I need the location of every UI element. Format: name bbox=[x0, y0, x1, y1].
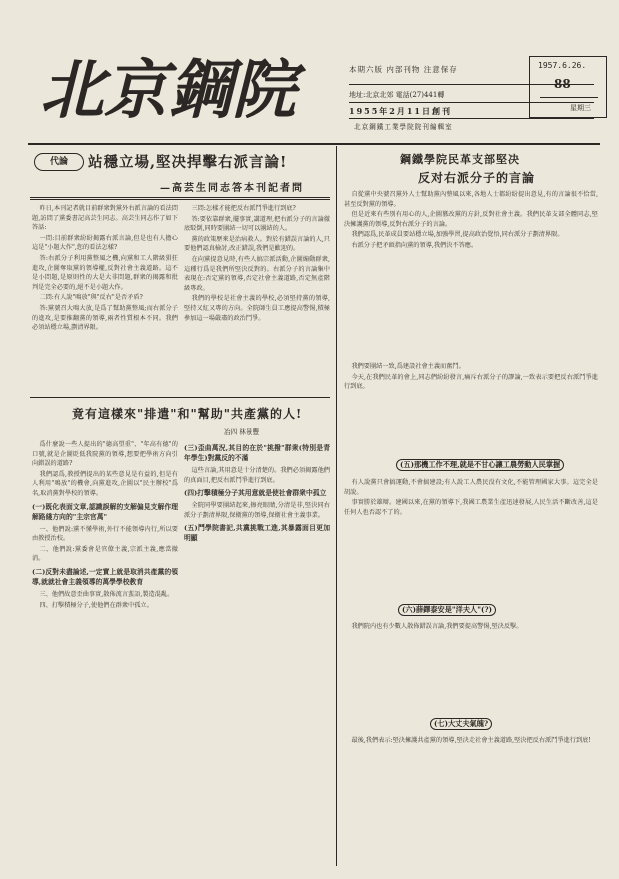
right-column-mid bbox=[344, 362, 598, 457]
issue-weekday: 星期三 bbox=[570, 104, 591, 112]
second-paragraph: 三、他們故意歪曲事實,散佈流言蜚語,製造混亂。 bbox=[39, 590, 174, 598]
second-section-heading: (五)鬥學院書記,共黨挑戰工進,其暴露面目更加明顯 bbox=[184, 524, 330, 543]
right-section-5-heading: (五)那機工作不理,就是不甘心讓工農勞動人民掌握 bbox=[396, 459, 564, 471]
second-column-1 bbox=[32, 440, 178, 865]
right-paragraph: 自從黨中央號召黨外人士幫助黨內整風以來,各地人士都紛紛提出意見,有的言論很不恰當,甚至反對黨的領導。 bbox=[344, 191, 598, 208]
second-section-heading: (一)既化表面文章,認識誤解的支解偏見支解作理解路綫方向的"主宗官萬" bbox=[32, 502, 178, 521]
masthead bbox=[14, 42, 606, 137]
lead-paragraph: 答:要依靠群衆,擺事實,講道理,把右派分子的言論徹底駁倒,同時要團結一切可以團結的人。 bbox=[184, 215, 330, 233]
lead-paragraph: 一問:目前群衆紛紛揭露右派言論,但是也有人擔心這是"小題大作",您的看法怎樣? bbox=[32, 234, 178, 252]
second-paragraph: 二、他們說:黨委會是官僚主義,宗派主義,應當撤消。 bbox=[32, 545, 178, 563]
right-paragraph: 我們要團結一致,爲建設社會主義而奮鬥。 bbox=[351, 363, 465, 370]
column-divider bbox=[336, 146, 337, 866]
lead-paragraph: 三問:怎樣才能把反右派鬥爭進行到底? bbox=[191, 205, 296, 212]
lead-column-1 bbox=[32, 204, 178, 394]
right-paragraph: 事實勝於雄辯。建國以來,在黨的領導下,我國工農業生產迅速發展,人民生活不斷改善,這是任何人也否認不了的。 bbox=[344, 499, 598, 516]
lead-label: 代論 bbox=[34, 153, 84, 171]
lead-paragraph: 答:右派分子利用黨整風之機,向黨和工人階級猖狂進攻,企圖奪取黨的領導權,反對社會主義道路。這不是小問題,是原則性的大是大非問題,群衆的揭露和批判是完全必要的,絕不是小題大作。 bbox=[32, 254, 178, 291]
second-paragraph: 四、打擊積極分子,使他們在群衆中孤立。 bbox=[39, 601, 153, 609]
issue-date-box bbox=[529, 56, 607, 118]
right-paragraph: 我們院内也有少數人散佈錯誤言論,我們要提高警惕,堅決反擊。 bbox=[351, 623, 523, 630]
right-headline-line2: 反对右派分子的言論 bbox=[418, 171, 536, 185]
second-section-heading: (二)反對未盡論述,一定實上就是取消共產黨的領導,就就社會主義領導的萬學學校教育 bbox=[32, 567, 178, 586]
right-paragraph: 今天,在我們民革的會上,同志們紛紛發言,痛斥右派分子的謬論,一致表示要把反右派鬥爭進行到底。 bbox=[344, 373, 598, 391]
second-column-2 bbox=[184, 440, 330, 865]
lead-paragraph: 二問:有人說"鳴放"與"反右"是否矛盾? bbox=[39, 294, 143, 302]
right-column-sec6 bbox=[344, 622, 598, 710]
lead-paragraph: 在向黨提意見時,有些人搞宗派活動,企圖煽動群衆,這種行爲是我們所堅決反對的。右派分子的言論集中表現在:否定黨的領導,否定社會主義道路,否定無產階級專政。 bbox=[184, 255, 330, 292]
masthead-rule bbox=[349, 118, 594, 119]
masthead-tagline: 本期六版 内部刊物 注意保存 bbox=[349, 65, 458, 74]
right-paragraph: 但是近來有些别有用心的人,企圖篡改黨的方針,反對社會主義。我們民革支部全體同志,堅決擁護黨的領導,反對右派分子的言論。 bbox=[344, 211, 598, 228]
right-section-7-heading: (七)大丈夫氣魄? bbox=[430, 718, 492, 730]
lead-paragraph: 昨日,本刊記者就目前群衆對黨外右派言論的看法問題,訪問了黨委書記高芸生同志。高芸生同志作了如下答話: bbox=[32, 205, 178, 232]
calligraphy-title-graphic bbox=[36, 46, 336, 130]
masthead-title-text: 北京鋼院 bbox=[40, 53, 296, 128]
masthead-founded: 1955年2月11日創刊 bbox=[349, 106, 452, 116]
lead-paragraph: 黨的政策歷來是治病救人。對於有錯誤言論的人,只要他們認真檢討,改正錯誤,我們是歡迎的。 bbox=[184, 235, 330, 253]
right-paragraph: 最後,我們表示:堅決擁護共產黨的領導,堅決走社會主義道路,堅決把反右派鬥爭進行到底! bbox=[351, 737, 591, 744]
right-paragraph: 我們認爲,民革成員要站穩立場,加強學習,提高政治覺悟,同右派分子劃清界限。 bbox=[351, 231, 564, 239]
lead-subtitle: —高芸生同志答本刊記者問 bbox=[160, 183, 304, 194]
lead-headline: 站穩立場,堅决捍擊右派言論! bbox=[88, 154, 288, 171]
right-section-6-heading: (六)薛鐸泰安是"洋夫人"(?) bbox=[398, 604, 496, 616]
section-rule bbox=[30, 397, 330, 398]
second-paragraph: 全院同學要團結起來,擦亮眼睛,分清是非,堅決同右派分子劃清界限,保衛黨的領導,保衛社會主義事業。 bbox=[184, 502, 330, 519]
second-paragraph: 爲什麼說一些人提出的"德高望重"、"年高有德"的口號,就是企圖貶低我院黨的領導,想要把學術方向引向錯誤的道路? bbox=[32, 441, 178, 468]
lead-paragraph: 答:黨號召大鳴大放,是爲了幫助黨整風;而右派分子的進攻,是要推翻黨的領導,兩者性質根本不同。我們必須站穩立場,劃清界限。 bbox=[32, 304, 178, 332]
second-paragraph: 我們認爲,教授們提出的某些意見是有益的,但是有人利用"鳴放"的機會,向黨進攻,企圖以"民主辦校"爲名,取消黨對學校的領導。 bbox=[32, 470, 178, 497]
second-byline: 冶四 林景豐 bbox=[224, 428, 260, 436]
second-paragraph: 一、他們說:黨不懂學術,外行不能領導内行,所以要由教授治校。 bbox=[32, 525, 178, 543]
lead-paragraph: 我們的學校是社會主義的學校,必須堅持黨的領導,堅持又紅又專的方向。全院師生員工應提高警惕,積極參加這一場嚴肅的政治鬥爭。 bbox=[184, 295, 330, 322]
second-section-heading: (三)歪曲萬況,其目的在於"挑撥"群衆(特別是青年學生)對黨反的不滿 bbox=[184, 444, 330, 462]
right-headline-line1: 鋼鐵學院民革支部堅决 bbox=[400, 153, 520, 166]
lead-column-2 bbox=[184, 204, 330, 394]
masthead-address: 地址:北京北郊 電話(27)441轉 bbox=[349, 91, 445, 99]
masthead-publisher: 北京鋼鐵工業學院院刊編輯室 bbox=[354, 123, 453, 131]
second-headline: 竟有這樣來"排遣"和"幫助"共產黨的人! bbox=[72, 407, 303, 421]
date-box-divider bbox=[540, 97, 598, 98]
issue-date: 1957.6.26. bbox=[538, 61, 587, 70]
lead-headline-rule bbox=[30, 197, 330, 200]
right-paragraph: 右派分子把矛頭指向黨的領導,我們決不答應。 bbox=[351, 241, 478, 249]
masthead-logo bbox=[36, 46, 336, 130]
masthead-bottom-rule bbox=[28, 143, 600, 145]
right-column-sec7 bbox=[344, 736, 598, 866]
second-section-heading: (四)打擊積極分子其用意就是使社會群衆中孤立 bbox=[184, 489, 327, 498]
right-column-top bbox=[344, 190, 598, 355]
right-column-sec5 bbox=[344, 478, 598, 578]
second-paragraph: 這些言論,其用意是十分清楚的。我們必須揭露他們的真面目,把反右派鬥爭進行到底。 bbox=[184, 467, 330, 484]
issue-number: 88 bbox=[554, 77, 571, 91]
right-paragraph: 有人說黨只會搞運動,不會搞建設;有人說工人農民没有文化,不能管理國家大事。這完全是胡說。 bbox=[344, 479, 598, 496]
